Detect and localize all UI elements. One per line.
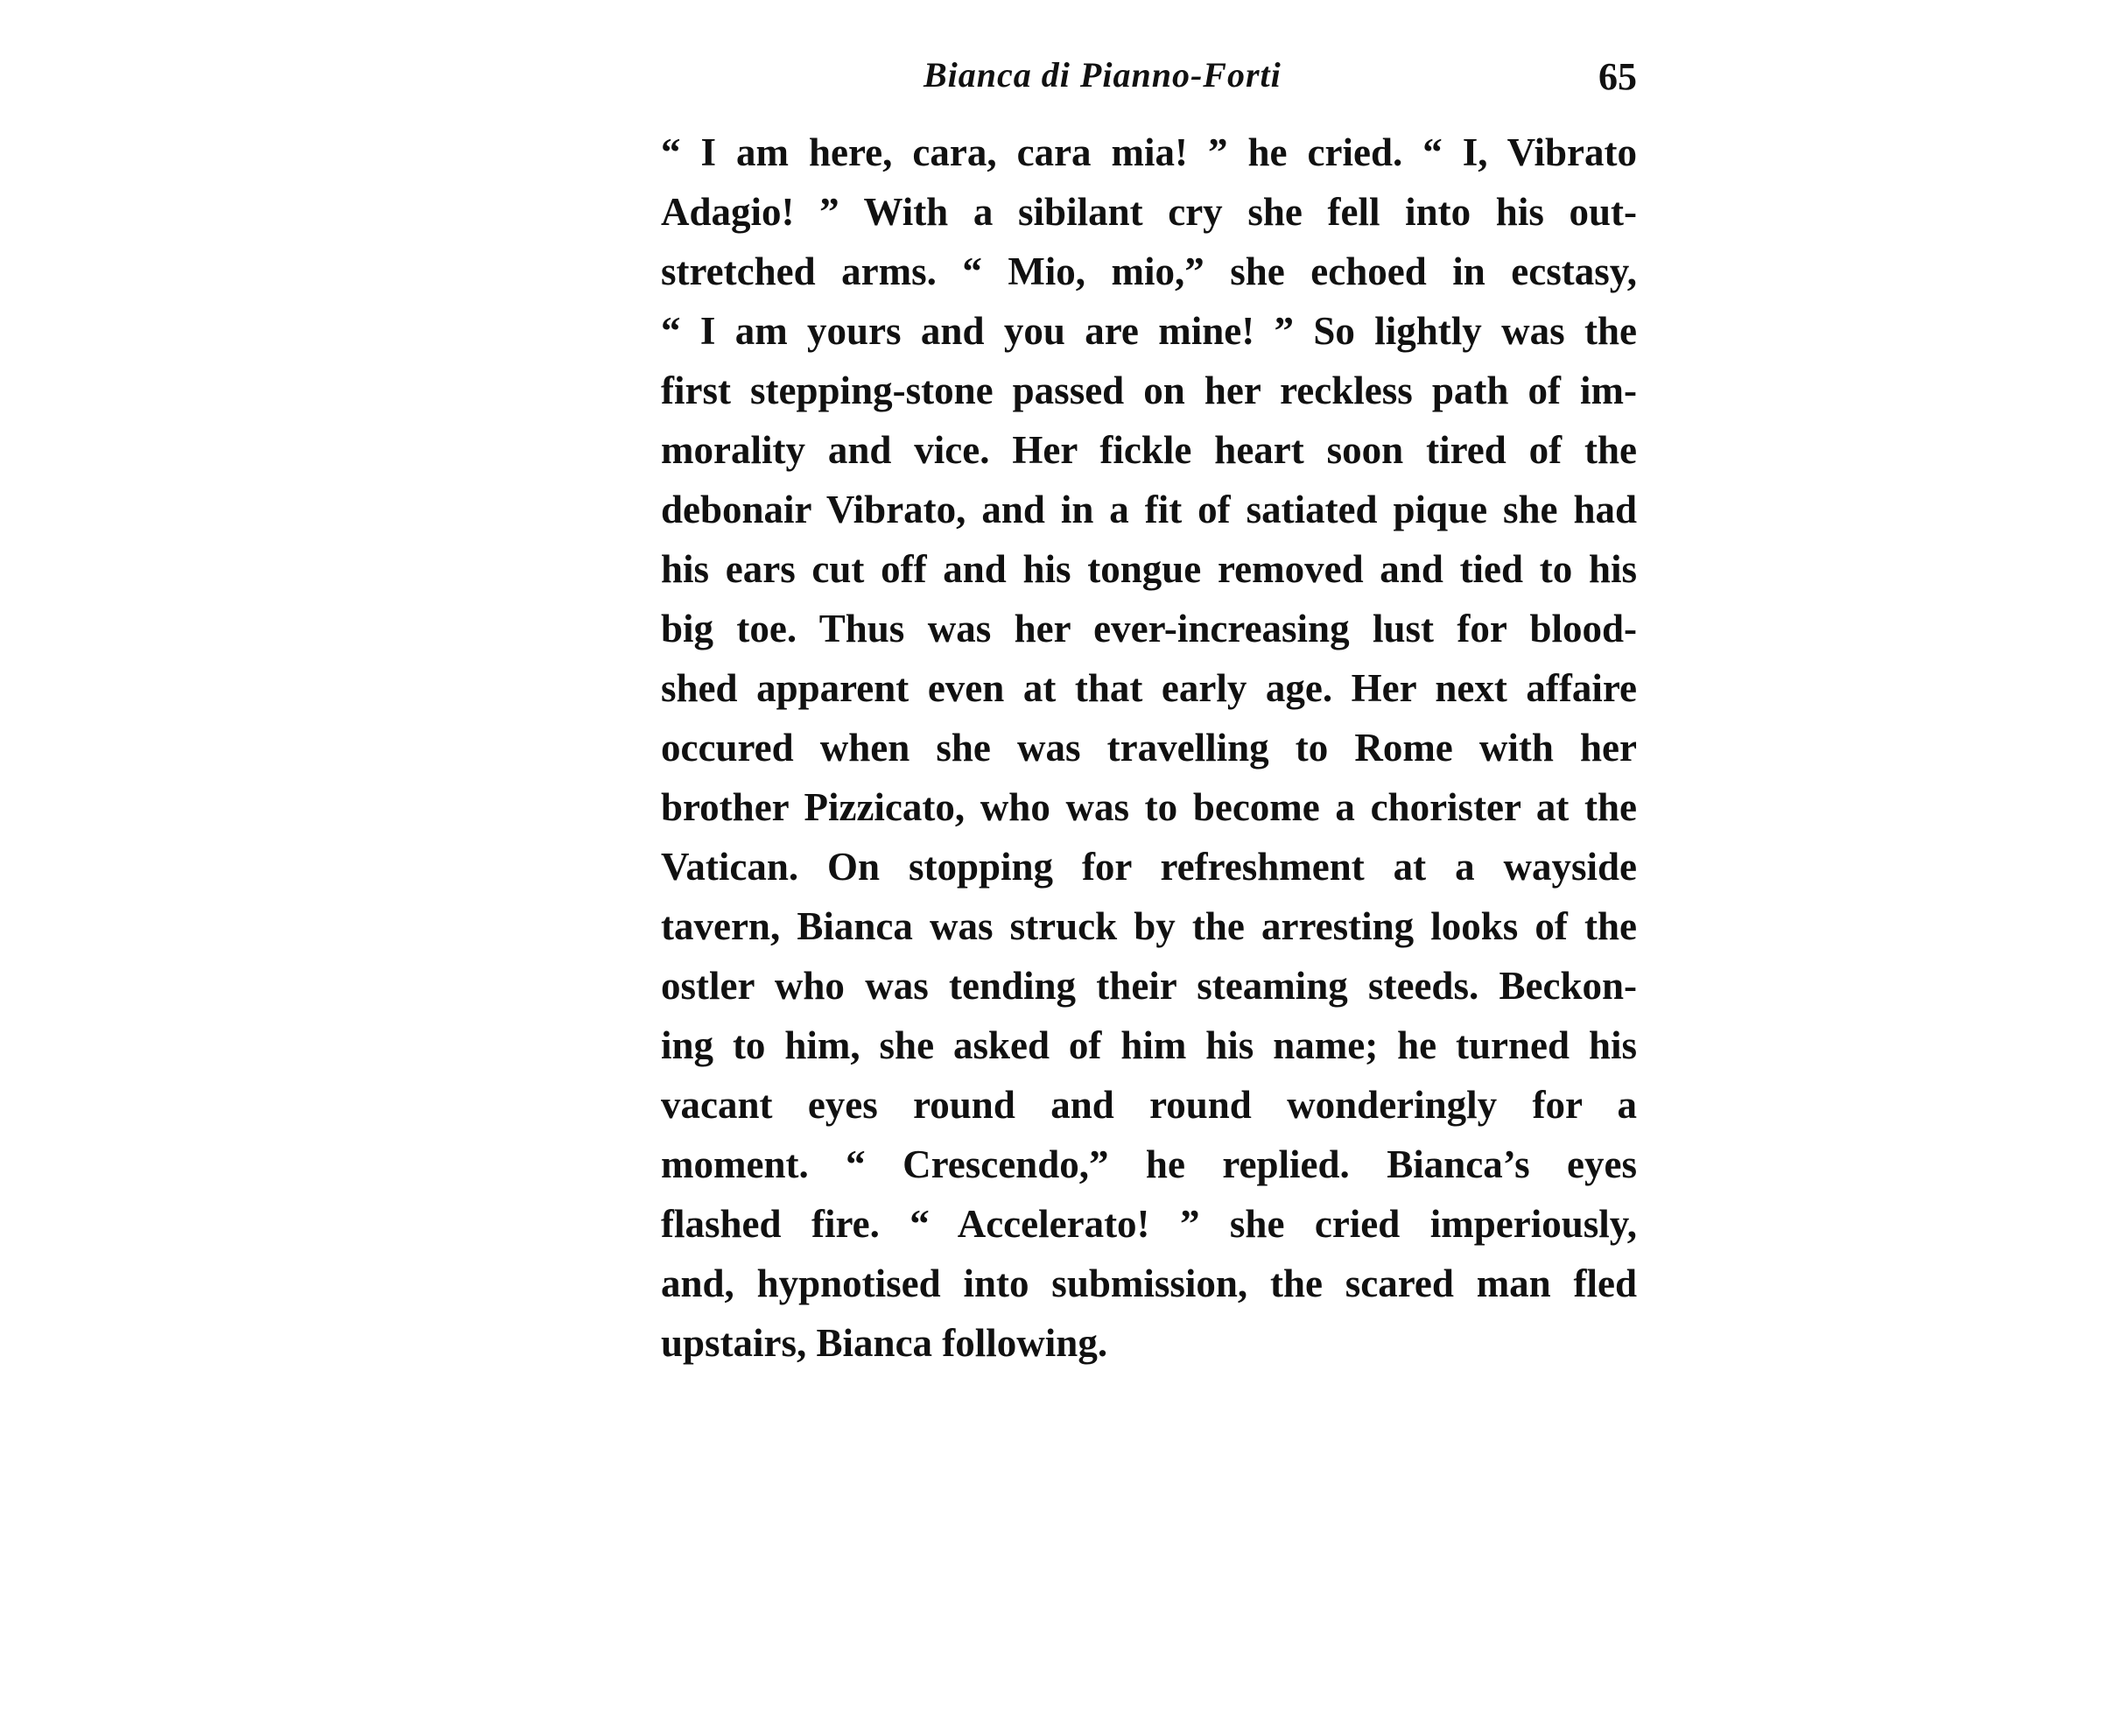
text-line: Vatican. On stopping for refreshment at a wayside xyxy=(661,845,1637,889)
text-line: morality and vice. Her fickle heart soon tired of the xyxy=(661,428,1637,472)
text-line: occured when she was travelling to Rome with her xyxy=(661,726,1637,770)
text-line: brother Pizzicato, who was to become a chorister at the xyxy=(661,785,1637,829)
text-line: Adagio! ” With a sibilant cry she fell into his out- xyxy=(661,190,1637,234)
body-text xyxy=(661,123,1637,1373)
text-line: ostler who was tending their steaming steeds. Beckon- xyxy=(661,964,1637,1008)
text-line: moment. “ Crescendo,” he replied. Bianca’s eyes xyxy=(661,1142,1637,1186)
running-head xyxy=(661,44,1637,123)
text-line: “ I am yours and you are mine! ” So lightly was the xyxy=(661,309,1637,353)
text-line: ing to him, she asked of him his name; he turned his xyxy=(661,1023,1637,1067)
text-line: vacant eyes round and round wonderingly for a xyxy=(661,1083,1637,1127)
text-line: shed apparent even at that early age. Her next affaire xyxy=(661,666,1637,710)
book-page xyxy=(661,44,1637,1444)
text-line: first stepping-stone passed on her reckless path of im- xyxy=(661,369,1637,412)
running-title: Bianca di Pianno-Forti xyxy=(924,55,1282,95)
text-line: tavern, Bianca was struck by the arresting looks of the xyxy=(661,904,1637,948)
page-number: 65 xyxy=(1598,55,1637,98)
text-line: and, hypnotised into submission, the scared man fled xyxy=(661,1262,1637,1305)
text-line: upstairs, Bianca following. xyxy=(661,1321,1108,1365)
text-line: his ears cut off and his tongue removed and tied to his xyxy=(661,547,1637,591)
text-line: flashed fire. “ Accelerato! ” she cried imperiously, xyxy=(661,1202,1637,1246)
text-line: debonair Vibrato, and in a fit of satiated pique she had xyxy=(661,488,1637,531)
text-line: stretched arms. “ Mio, mio,” she echoed in ecstasy, xyxy=(661,250,1637,293)
text-line: big toe. Thus was her ever-increasing lust for blood- xyxy=(661,607,1637,650)
text-line: “ I am here, cara, cara mia! ” he cried. “ I, Vibrato xyxy=(661,130,1637,174)
